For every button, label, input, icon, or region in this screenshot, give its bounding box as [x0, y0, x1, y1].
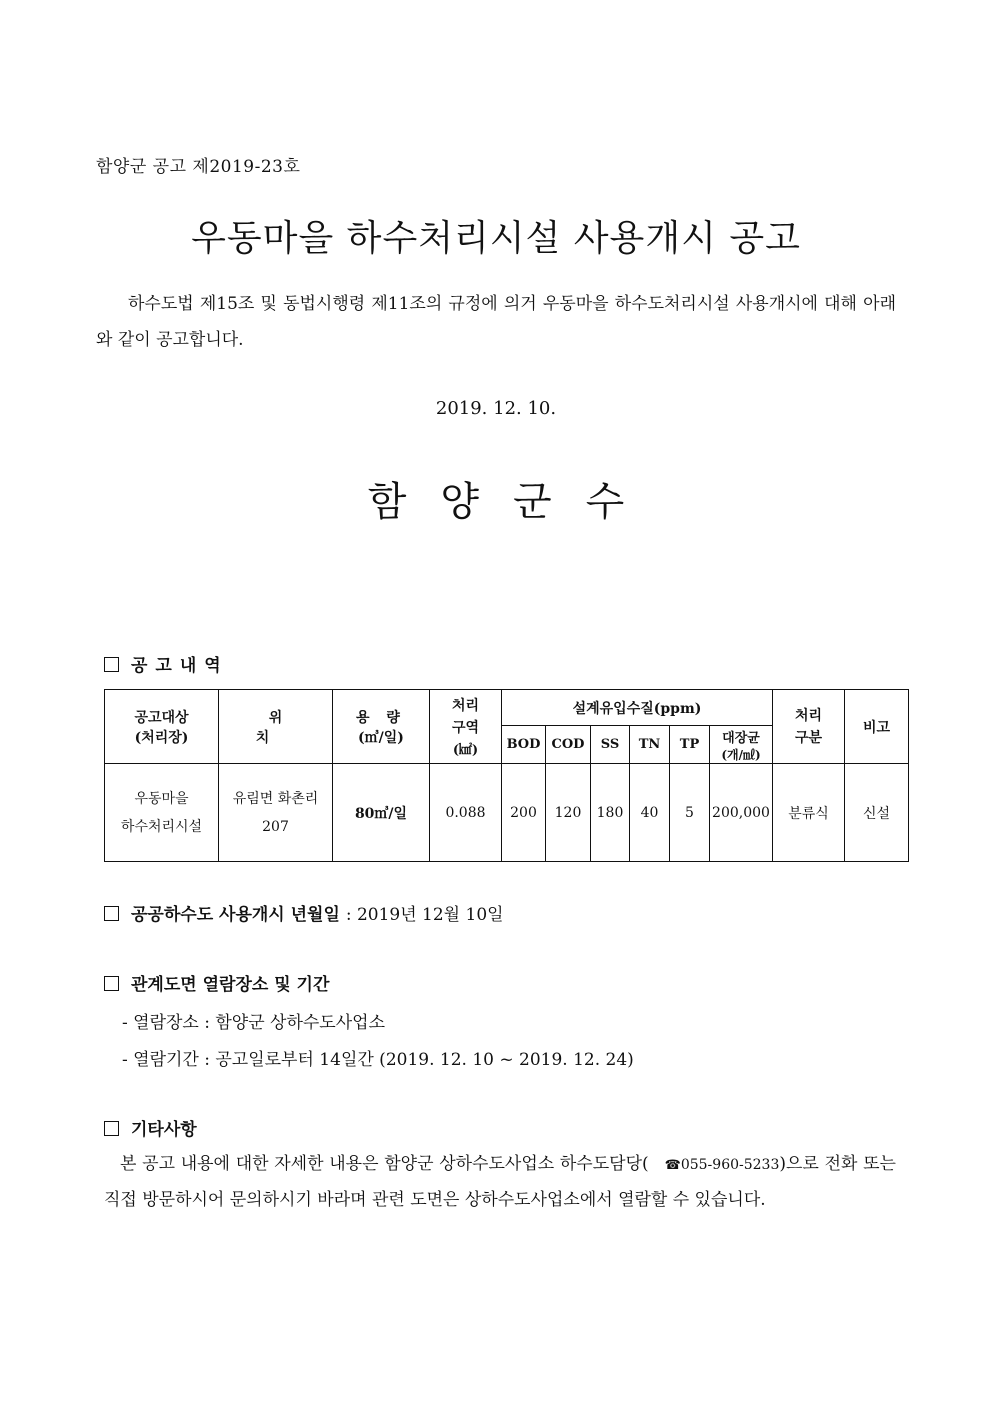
- details-table: [104, 689, 909, 862]
- section-heading: 공고내역: [131, 656, 229, 676]
- checkbox-square-icon: [104, 657, 119, 672]
- section-drawings: [104, 970, 329, 995]
- table-row: [105, 764, 909, 862]
- checkbox-square-icon: [104, 1121, 119, 1136]
- cell-area: 0.088: [430, 764, 502, 862]
- cell-target: [105, 764, 219, 862]
- section-heading: 관계도면 열람장소 및 기간: [131, 975, 330, 995]
- etc-paragraph: [104, 1147, 896, 1217]
- cell-remark: 신설: [845, 764, 909, 862]
- header-tp: TP: [670, 726, 710, 764]
- section-heading: 기타사항: [131, 1120, 197, 1140]
- header-area-unit: (㎢): [452, 743, 479, 758]
- header-location: [219, 690, 333, 764]
- start-date-value: : 2019년 12월 10일: [345, 905, 504, 925]
- cell-target-line1: 우동마을: [134, 790, 189, 807]
- list-item: - 열람장소 : 함양군 상하수도사업소: [122, 1013, 385, 1033]
- etc-text-before: 본 공고 내용에 대한 자세한 내용은 함양군 상하수도사업소 하수도담당(: [120, 1154, 649, 1174]
- checkbox-square-icon: [104, 976, 119, 991]
- cell-capacity: 80㎥/일: [333, 764, 430, 862]
- header-capacity-unit: (㎥/일): [358, 729, 404, 746]
- cell-method: 분류식: [773, 764, 845, 862]
- header-tn: TN: [630, 726, 670, 764]
- header-coliform-unit: (개/㎖): [721, 747, 761, 762]
- header-target: [105, 690, 219, 764]
- page-title: 우동마을 하수처리시설 사용개시 공고: [191, 218, 801, 259]
- etc-text-after: )으로 전화 또는 직접 방문하시어 문의하시기 바라며 관련 도면은 상하수도사업소에서 열람할 수 있습니다.: [104, 1154, 896, 1210]
- cell-tn: 40: [630, 764, 670, 862]
- cell-cod: 120: [546, 764, 591, 862]
- cell-tp: 5: [670, 764, 710, 862]
- cell-location-line1: 유림면 화촌리: [232, 790, 319, 807]
- header-quality-group: 설계유입수질(ppm): [502, 690, 773, 726]
- checkbox-square-icon: [104, 906, 119, 921]
- header-capacity: [333, 690, 430, 764]
- section-etc: [104, 1115, 197, 1140]
- header-coliform: [710, 726, 773, 764]
- section-notice-details: [104, 651, 229, 676]
- header-coliform-label: 대장균: [722, 730, 760, 746]
- section-start-date: [104, 900, 504, 925]
- header-capacity-label: 용 량: [356, 709, 406, 726]
- section-heading: 공공하수도 사용개시 년월일: [131, 905, 340, 925]
- header-bod: BOD: [502, 726, 546, 764]
- header-target-label: 공고대상: [134, 709, 189, 726]
- telephone-icon: ☎: [664, 1158, 681, 1173]
- header-area-label: 처리구역: [451, 698, 480, 736]
- header-method-label: 처리구분: [794, 707, 823, 746]
- header-ss: SS: [591, 726, 630, 764]
- phone-number: 055-960-5233: [680, 1157, 780, 1173]
- header-remark: 비고: [845, 690, 909, 764]
- header-cod: COD: [546, 726, 591, 764]
- notice-body: 하수도법 제15조 및 동법시행령 제11조의 규정에 의거 우동마을 하수도처리시설 사용개시에 대해 아래와 같이 공고합니다.: [96, 294, 896, 350]
- notice-number: 함양군 공고 제2019-23호: [96, 157, 301, 177]
- header-area: [430, 690, 502, 764]
- cell-bod: 200: [502, 764, 546, 862]
- signer: 함양군수: [367, 479, 659, 525]
- header-location-label: 위 치: [255, 709, 309, 746]
- cell-location: [219, 764, 333, 862]
- list-item: - 열람기간 : 공고일로부터 14일간 (2019. 12. 10 ~ 2019. 12. 24): [122, 1050, 634, 1070]
- notice-date: 2019. 12. 10.: [435, 398, 557, 419]
- header-target-sub: (처리장): [134, 729, 189, 746]
- header-method: [773, 690, 845, 764]
- cell-ss: 180: [591, 764, 630, 862]
- cell-location-line2: 207: [262, 818, 289, 835]
- cell-coliform: 200,000: [710, 764, 773, 862]
- cell-target-line2: 하수처리시설: [120, 818, 203, 835]
